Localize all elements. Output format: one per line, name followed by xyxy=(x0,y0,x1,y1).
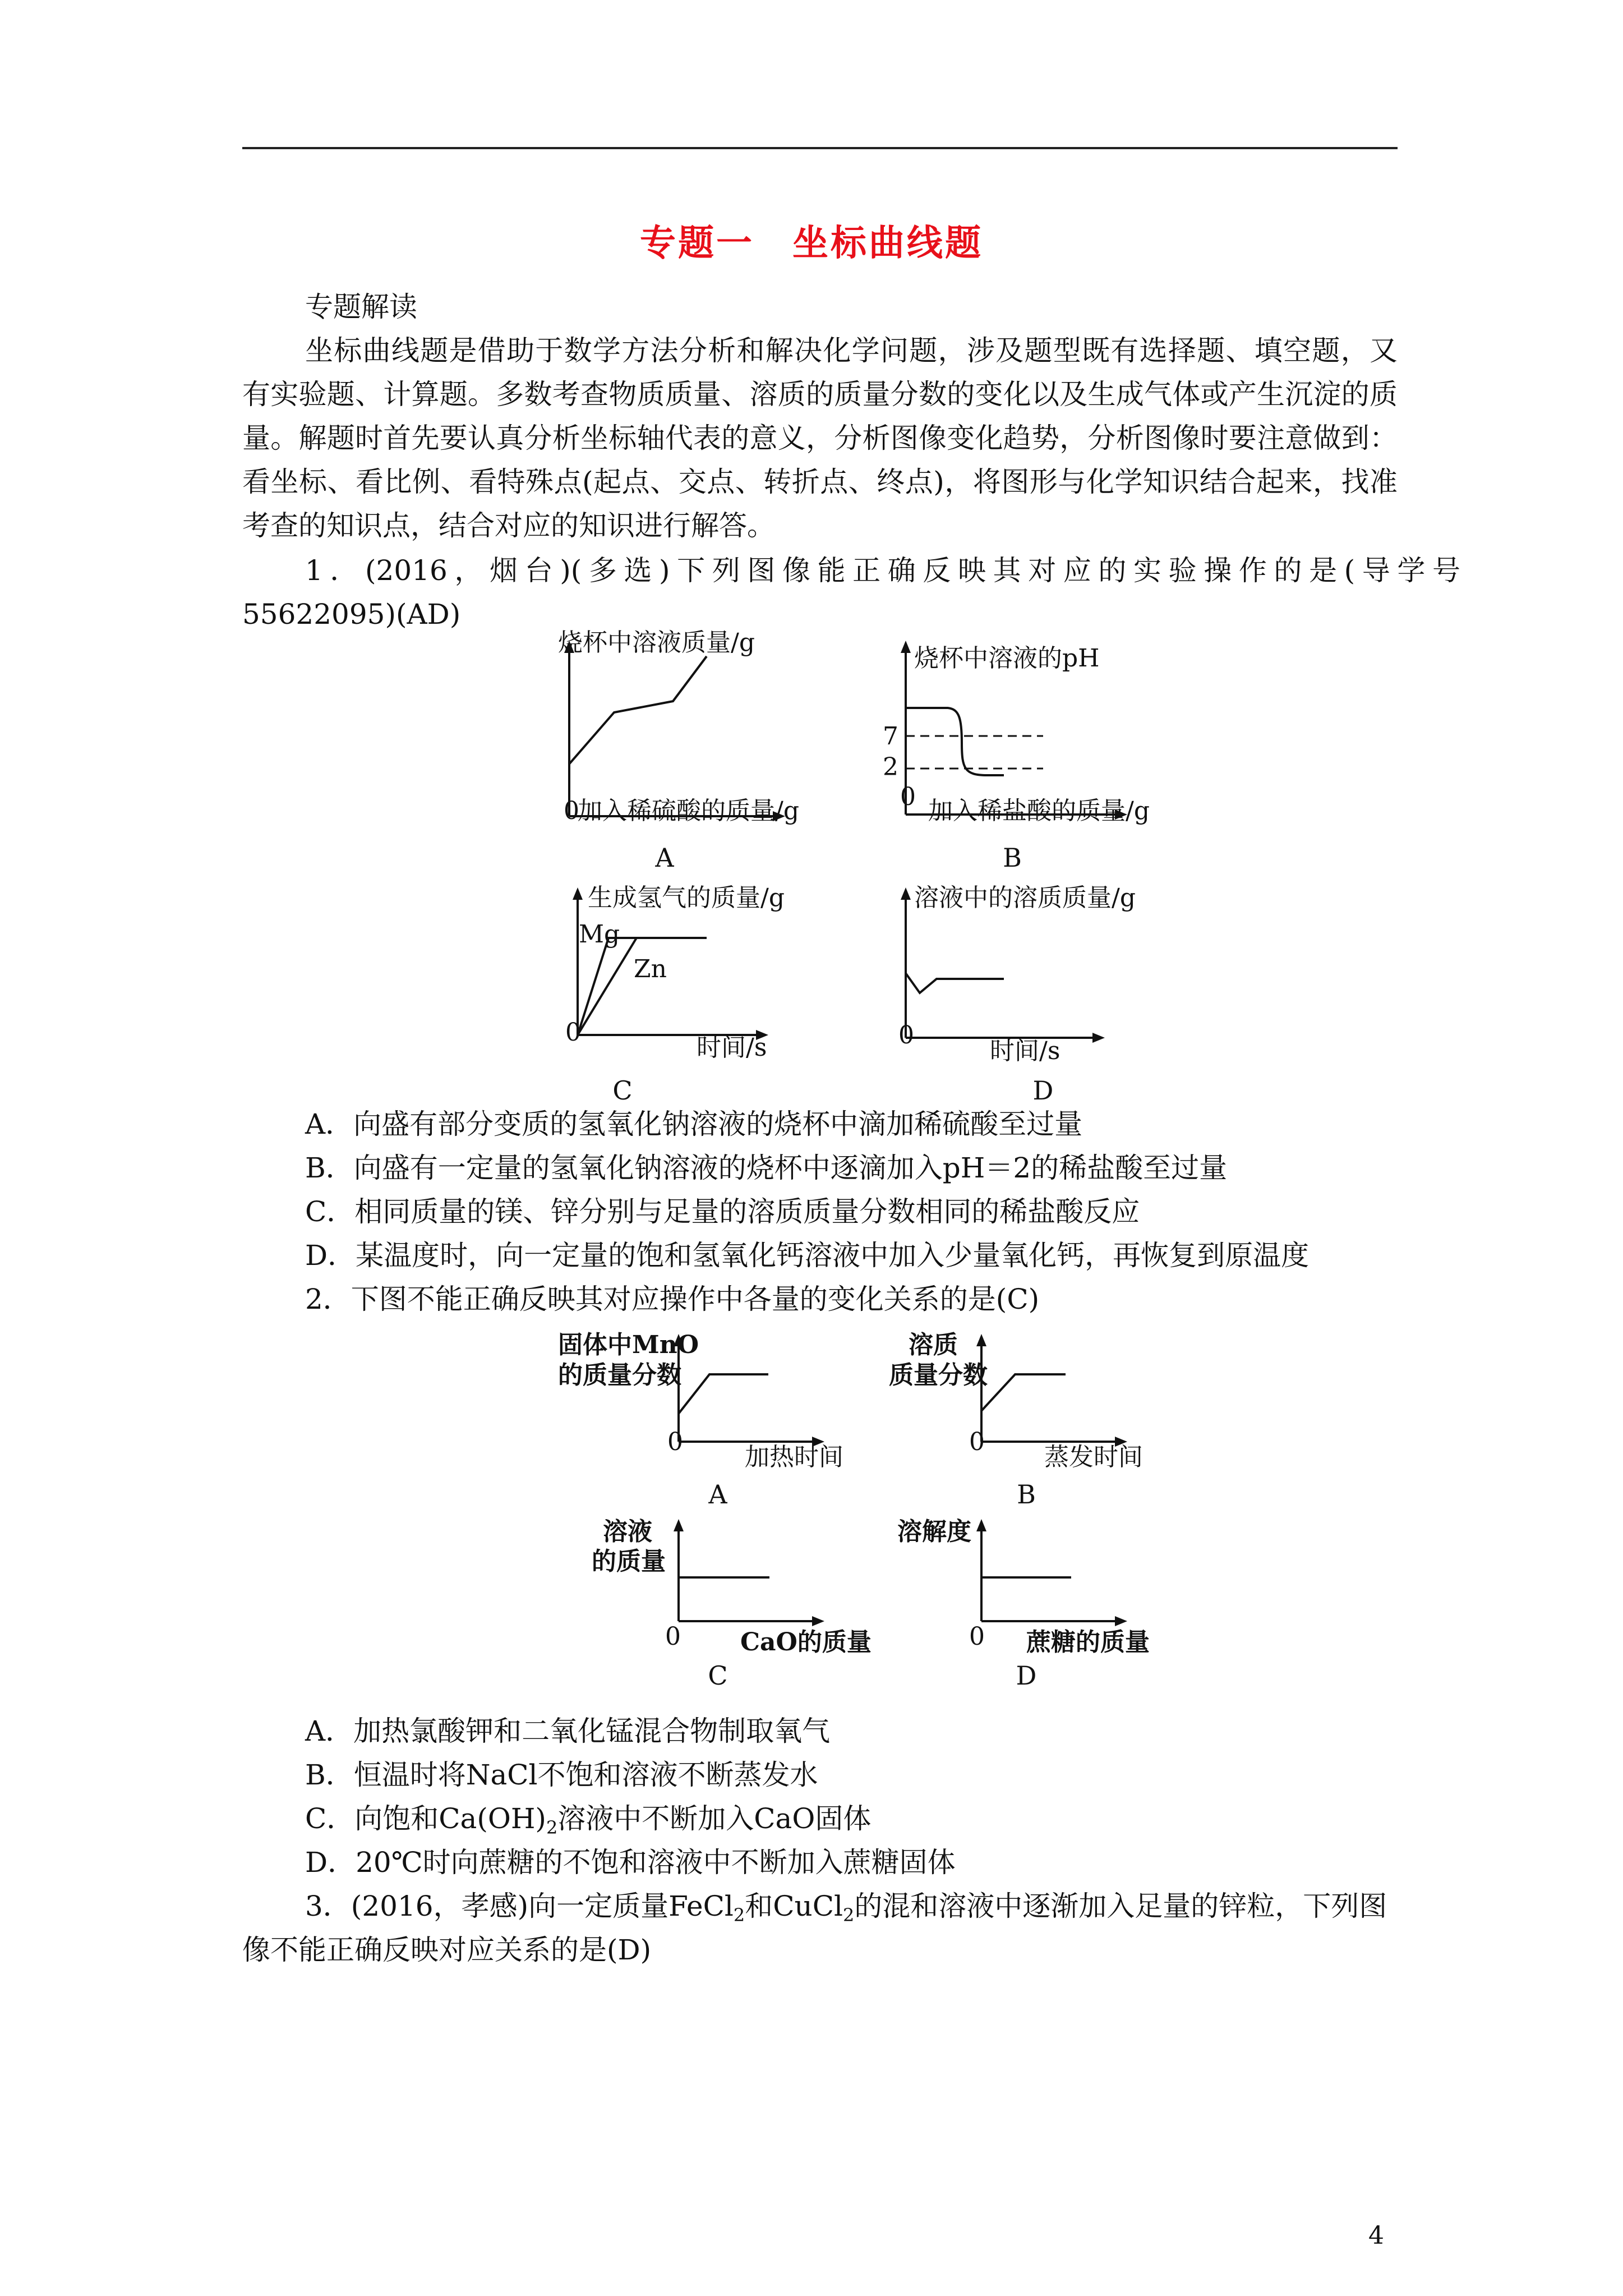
q3-sub2: 2 xyxy=(842,1904,855,1926)
origin-label: 0 xyxy=(900,783,916,811)
x-label: 时间/s xyxy=(697,1033,767,1062)
q2-graph-b xyxy=(886,1329,1144,1515)
y-label: 溶液中的溶质质量/g xyxy=(914,884,1136,912)
q2-option-d: D．20℃时向蔗糖的不饱和溶液中不断加入蔗糖固体 xyxy=(305,1846,956,1879)
x-label: CaO的质量 xyxy=(740,1628,872,1657)
y-axis-arrow xyxy=(976,1519,986,1531)
caption: A xyxy=(655,843,674,873)
q2-option-c-pre: C．向饱和Ca(OH) xyxy=(305,1802,546,1835)
header-rule xyxy=(242,147,1398,149)
y-label-line1: 溶解度 xyxy=(897,1517,971,1546)
fraction-curve xyxy=(981,1374,1066,1411)
caption: C xyxy=(612,1075,633,1106)
y-label-line2: 的质量 xyxy=(592,1547,666,1576)
x-label: 加入稀盐酸的质量/g xyxy=(928,797,1150,825)
caption: D xyxy=(1032,1075,1054,1106)
origin-label: 0 xyxy=(665,1622,681,1651)
intro-heading: 专题解读 xyxy=(305,291,417,323)
mass-curve xyxy=(569,656,707,764)
caption: C xyxy=(708,1660,728,1691)
caption: A xyxy=(708,1479,727,1510)
mg-label: Mg xyxy=(579,920,620,949)
q2-option-c-post: 溶液中不断加入CaO固体 xyxy=(557,1802,872,1835)
q1-graph-a xyxy=(538,628,799,875)
q1-stem-line2: 55622095)(AD) xyxy=(242,598,461,631)
origin-label: 0 xyxy=(969,1622,985,1651)
intro-body: 坐标曲线题是借助于数学方法分析和解决化学问题，涉及题型既有选择题、填空题，又有实验题、计算题。多数考查物质质量、溶质的质量分数的变化以及生成气体或产生沉淀的质量。解题时首先要认真分析坐标轴代表的意义，分析图像变化趋势，分析图像时要注意做到：看坐标、看比例、看特殊点(起点、交点、转折点、终点)，将图形与化学知识结合起来，找准考查的知识点，结合对应的知识进行解答。 xyxy=(242,334,1398,542)
y-axis-arrow xyxy=(901,641,911,653)
x-label: 蒸发时间 xyxy=(1044,1443,1143,1471)
y-axis-arrow xyxy=(573,887,583,900)
q2-option-a: A．加热氯酸钾和二氧化锰混合物制取氧气 xyxy=(305,1715,831,1747)
x-axis-arrow xyxy=(1092,1033,1105,1043)
origin-label: 0 xyxy=(564,797,579,825)
zn-line xyxy=(578,938,637,1035)
q2-option-c-sub: 2 xyxy=(546,1817,558,1838)
y-label: 烧杯中溶液质量/g xyxy=(558,628,755,657)
mg-line xyxy=(578,938,707,1035)
q2-graph-d xyxy=(886,1515,1150,1694)
x-label: 加热时间 xyxy=(745,1443,843,1471)
y-label-line1: 溶液 xyxy=(603,1517,652,1546)
tick-2: 2 xyxy=(883,753,898,781)
x-label: 蔗糖的质量 xyxy=(1026,1628,1150,1657)
q1-graph-b xyxy=(875,634,1155,875)
origin-label: 0 xyxy=(969,1428,985,1456)
q1-option-c: C．相同质量的镁、锌分别与足量的溶质质量分数相同的稀盐酸反应 xyxy=(305,1195,1140,1228)
q1-option-b: B．向盛有一定量的氢氧化钠溶液的烧杯中逐滴加入pH＝2的稀盐酸至过量 xyxy=(305,1152,1228,1184)
q2-graph-a xyxy=(555,1329,869,1515)
caption: B xyxy=(1003,843,1022,873)
caption: B xyxy=(1017,1479,1036,1510)
q3-mid: 和CuCl xyxy=(745,1890,843,1922)
origin-label: 0 xyxy=(667,1428,683,1456)
origin-label: 0 xyxy=(898,1021,914,1050)
q3-sub1: 2 xyxy=(733,1904,745,1926)
x-axis-arrow xyxy=(1115,1616,1127,1626)
q1-stem-line1: 1．(2016，烟台)(多选)下列图像能正确反映其对应的实验操作的是(导学号 xyxy=(305,554,1460,587)
tick-7: 7 xyxy=(883,722,898,751)
y-label-line1: 溶质 xyxy=(909,1331,958,1359)
x-label: 时间/s xyxy=(990,1037,1061,1065)
mno2-curve xyxy=(679,1374,768,1414)
q2-stem: 2．下图不能正确反映其对应操作中各量的变化关系的是(C) xyxy=(305,1283,1040,1315)
q3-pre: 3．(2016，孝感)向一定质量FeCl xyxy=(305,1890,734,1922)
page-title: 专题一 坐标曲线题 xyxy=(640,222,983,264)
y-label: 生成氢气的质量/g xyxy=(588,884,785,912)
y-axis-arrow xyxy=(901,887,911,900)
q1-option-d: D．某温度时，向一定量的饱和氢氧化钙溶液中加入少量氧化钙，再恢复到原温度 xyxy=(305,1239,1310,1272)
y-axis-arrow xyxy=(674,1519,684,1531)
y-label-line1: 固体中MnO xyxy=(558,1331,699,1359)
q1-option-a: A．向盛有部分变质的氢氧化钠溶液的烧杯中滴加稀硫酸至过量 xyxy=(305,1108,1083,1140)
x-axis-arrow xyxy=(812,1616,824,1626)
q2-graph-c xyxy=(555,1515,872,1694)
ph-curve xyxy=(906,708,1004,775)
x-label: 加入稀硫酸的质量/g xyxy=(578,797,799,825)
q3-post: 的混和溶液中逐渐加入足量的锌粒，下列图 xyxy=(854,1890,1387,1922)
y-axis-arrow xyxy=(976,1334,986,1346)
q2-option-b: B．恒温时将NaCl不饱和溶液不断蒸发水 xyxy=(305,1759,818,1791)
y-label-line2: 的质量分数 xyxy=(558,1361,681,1389)
y-label: 烧杯中溶液的pH xyxy=(914,644,1100,673)
origin-label: 0 xyxy=(565,1018,581,1047)
q1-graph-d xyxy=(875,881,1155,1116)
q3-stem-line2: 像不能正确反映对应关系的是(D) xyxy=(242,1934,652,1966)
y-label-line2: 质量分数 xyxy=(889,1361,988,1389)
page-number: 4 xyxy=(1368,2221,1384,2250)
caption: D xyxy=(1016,1660,1037,1691)
zn-label: Zn xyxy=(634,955,667,983)
q1-graph-c xyxy=(538,881,796,1116)
solute-curve xyxy=(906,973,1004,993)
